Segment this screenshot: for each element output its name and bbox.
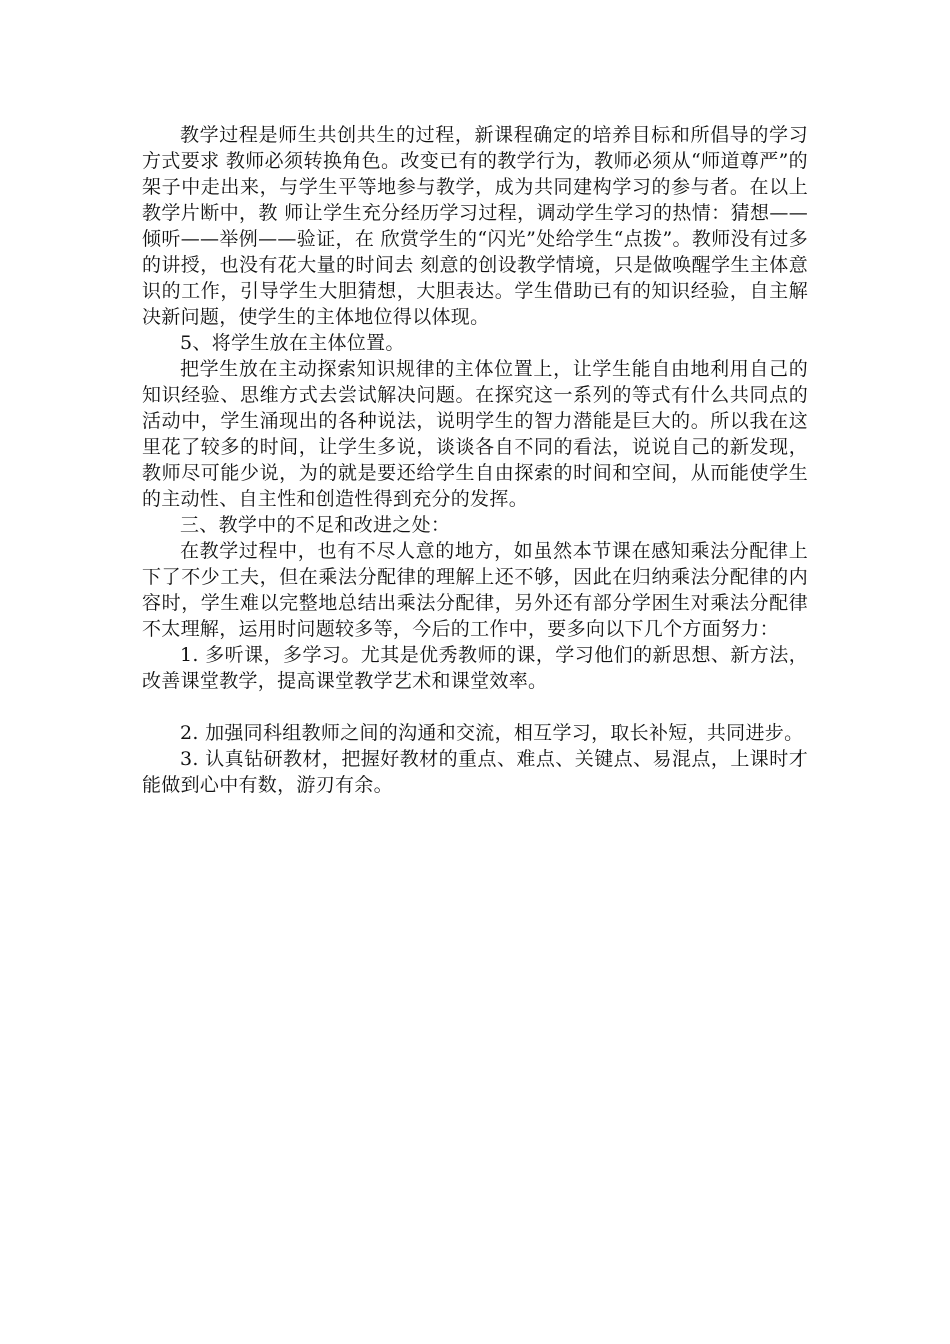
section-heading-shortcomings: 三、教学中的不足和改进之处：: [180, 514, 451, 536]
paragraph-heading-student-centered: 5、将学生放在主体位置。: [180, 332, 405, 354]
paragraph-shortcomings: 在教学过程中，也有不尽人意的地方，如虽然本节课在感知乘法分配律上下了不少工夫，但在乘法分配律的理解上还不够，因此在归纳乘法分配律的内容时，学生难以完整地总结出乘法分配律，另外还有部分学困生对乘法分配律不太理解，运用时问题较多等，今后的工作中，要多向以下几个方面努力：: [142, 540, 808, 640]
paragraph-student-exploration: 把学生放在主动探索知识规律的主体位置上，让学生能自由地利用自己的知识经验、思维方式去尝试解决问题。在探究这一系列的等式有什么共同点的活动中，学生涌现出的各种说法，说明学生的智力潜能是巨大的。所以我在这里花了较多的时间，让学生多说，谈谈各自不同的看法，说说自己的新发现，教师尽可能少说，为的就是要还给学生自由探索的时间和空间，从而能使学生的主动性、自主性和创造性得到充分的发挥。: [142, 358, 808, 510]
list-item-2: 2. 加强同科组教师之间的沟通和交流，相互学习，取长补短，共同进步。: [180, 722, 804, 744]
document-body: [142, 122, 808, 798]
paragraph-role-change: 教学过程是师生共创共生的过程，新课程确定的培养目标和所倡导的学习方式要求 教师必须转换角色。改变已有的教学行为，教师必须从“师道尊严”的架子中走出来，与学生平等地参与教学，成为共同建构学习的参与者。在以上教学片断中，教 师让学生充分经历学习过程，调动学生学习的热情：猜想——倾听——举例——验证，在 欣赏学生的“闪光”处给学生“点拨”。教师没有过多的讲授，也没有花大量的时间去 刻意的创设教学情境，只是做唤醒学生主体意识的工作，引导学生大胆猜想，大胆表达。学生借助已有的知识经验，自主解决新问题，使学生的主体地位得以体现。: [142, 124, 808, 328]
list-item-3: 3. 认真钻研教材，把握好教材的重点、难点、关键点、易混点，上课时才能做到心中有数，游刃有余。: [142, 748, 808, 796]
list-item-1: 1. 多听课，多学习。尤其是优秀教师的课，学习他们的新思想、新方法，改善课堂教学，提高课堂教学艺术和课堂效率。: [142, 644, 808, 692]
